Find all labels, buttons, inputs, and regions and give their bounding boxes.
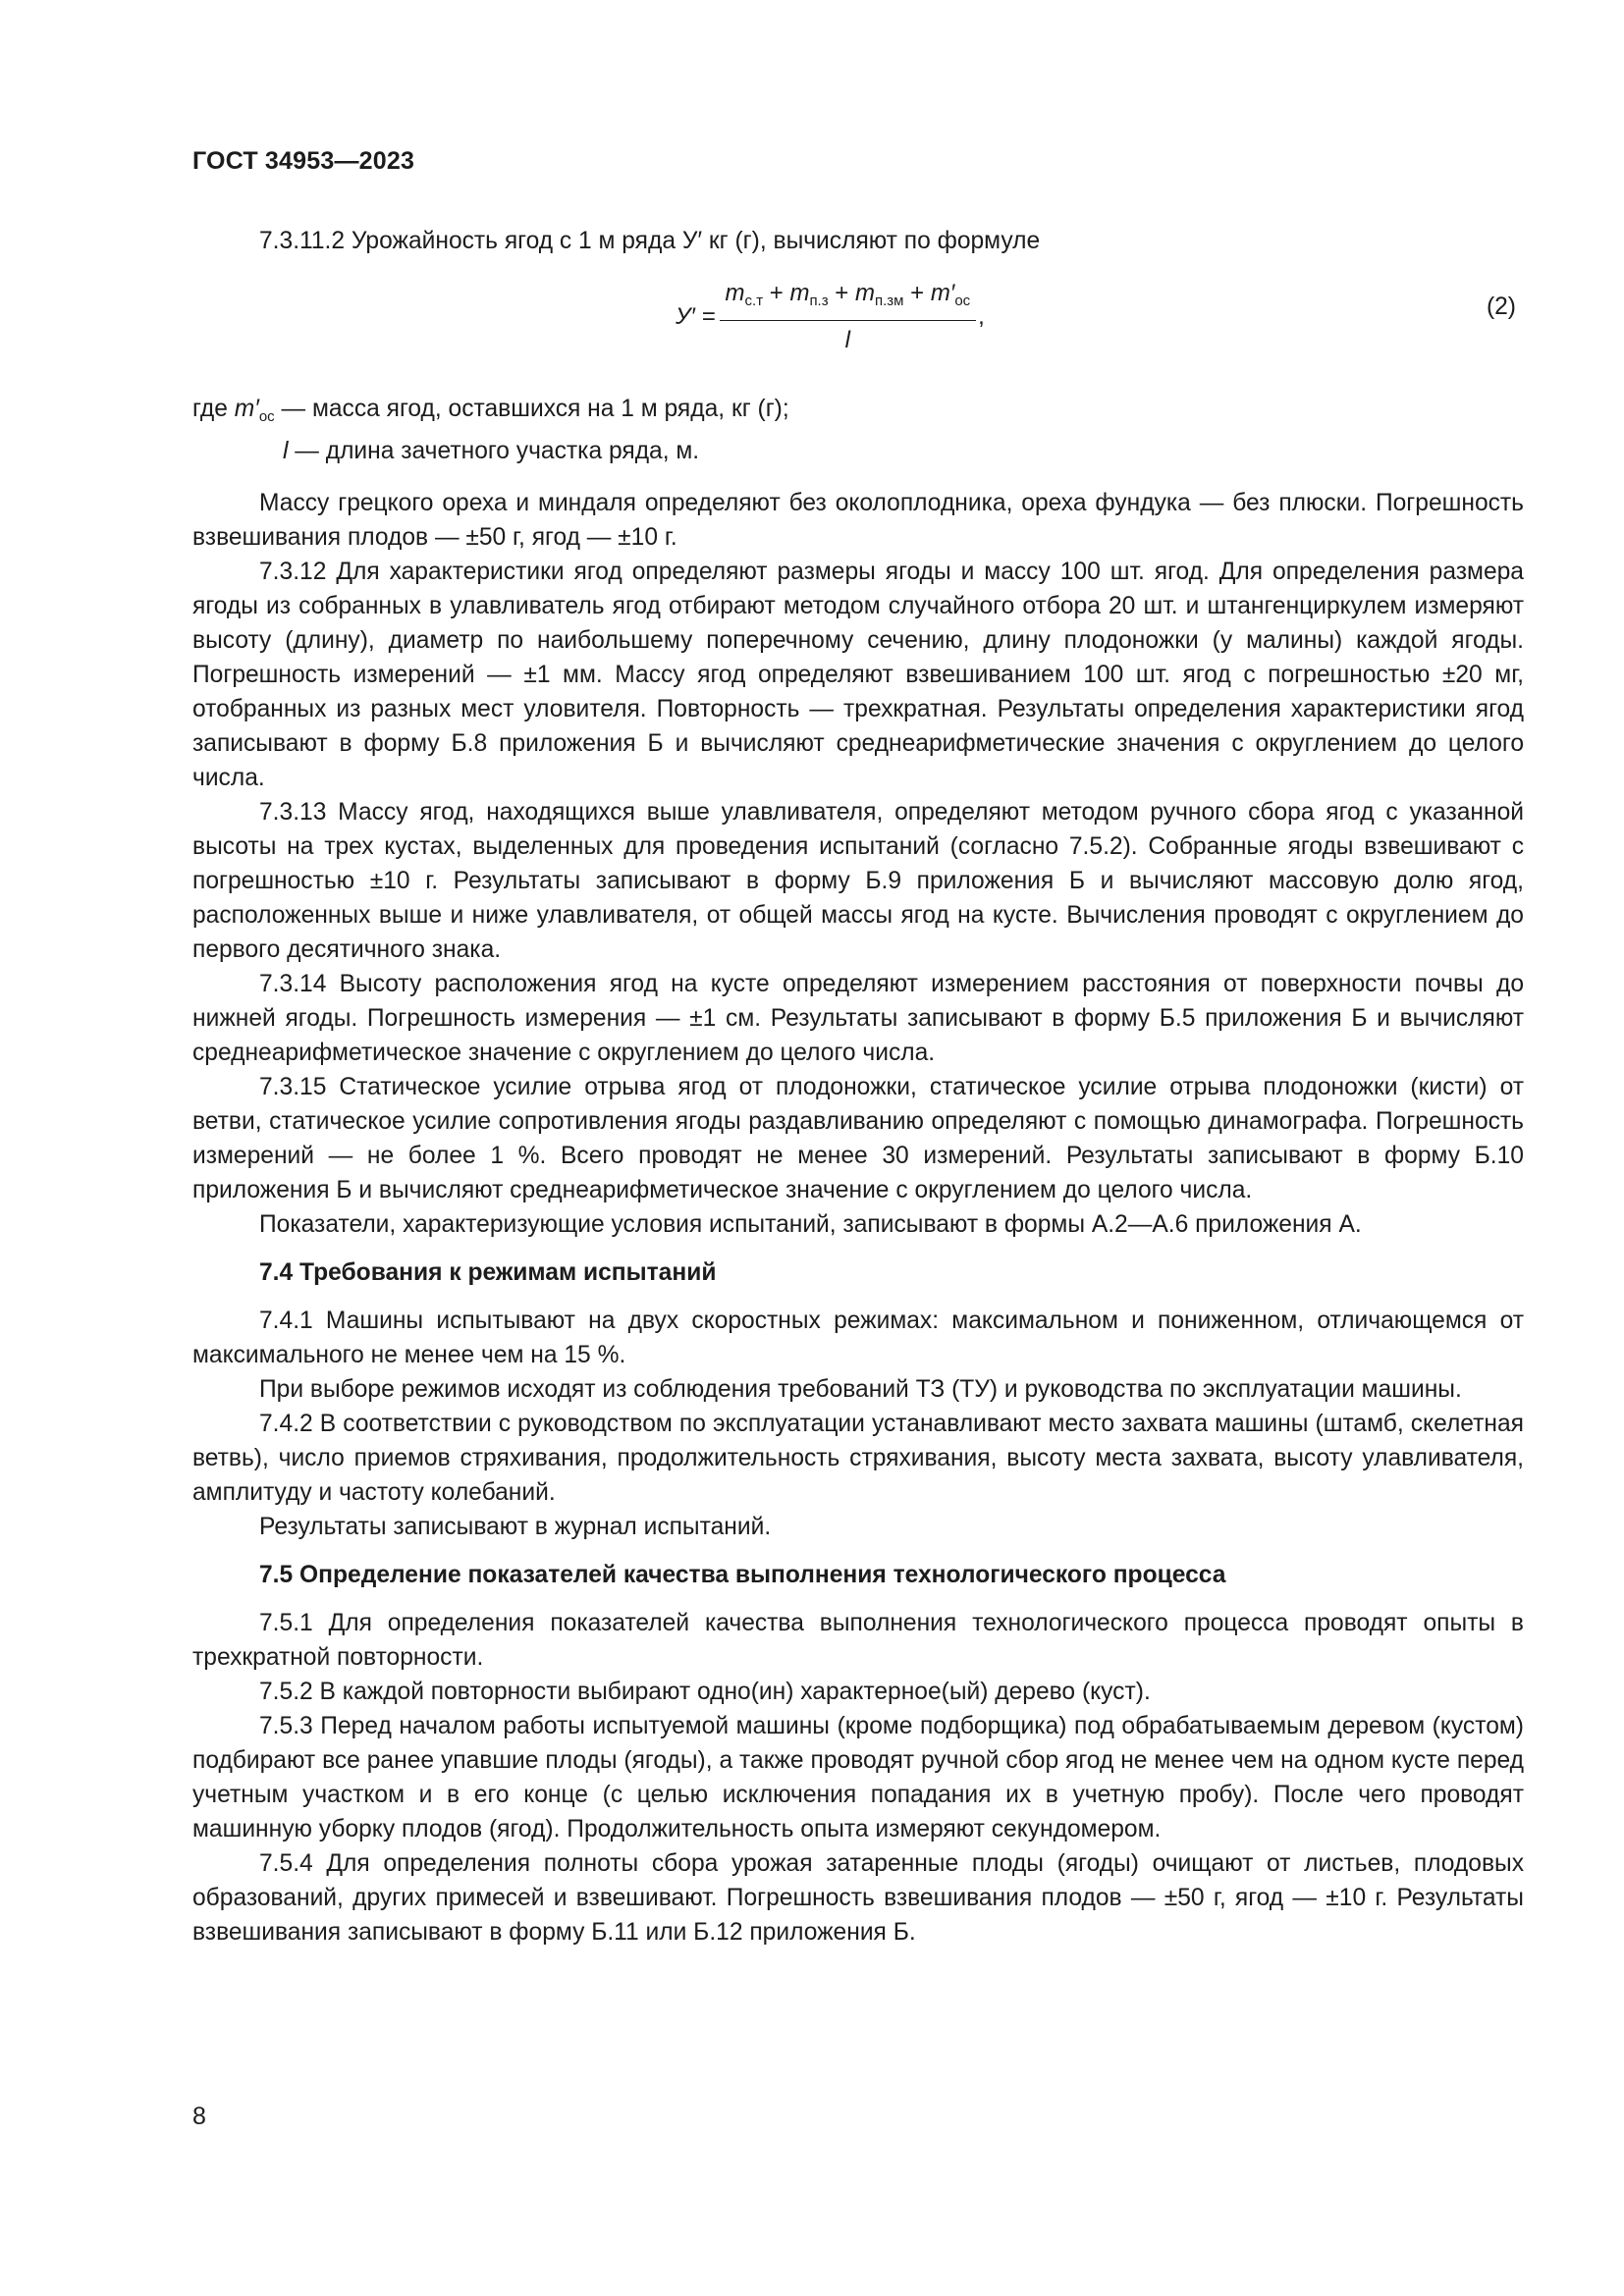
formula-denominator: l	[844, 327, 851, 353]
where-line-1: где $m'_{ос}$ — масса ягод, оставшихся на 1 м ряда, кг (г);	[192, 396, 789, 425]
formula-fraction	[720, 276, 977, 357]
formula-block	[192, 276, 1524, 392]
formula-lhs: У′ =	[676, 303, 716, 330]
paragraph-7-3-15: 7.3.15 Статическое усилие отрыва ягод от плодоножки, статическое усилие отрыва плодоножки (кисти) от ветви, статическое усилие сопротивления ягоды раздавливанию определяют с помощью динамографа. Погрешность измерений — не более 1 %. Всего проводят не менее 30 измерений. Результаты записывают в форму Б.10 приложения Б и вычисляют среднеарифметическое значение с округлением до целого числа.	[192, 1074, 1524, 1203]
paragraph: Показатели, характеризующие условия испытаний, записывают в формы А.2—А.6 приложения А.	[259, 1211, 1362, 1238]
paragraph-7-5-4: 7.5.4 Для определения полноты сбора урожая затаренные плоды (ягоды) очищают от листьев, плодовых образований, других примесей и взвешивают. Погрешность взвешивания плодов — ±50 г, ягод — ±10 г. Результаты взвешивания записывают в форму Б.11 или Б.12 приложения Б.	[192, 1850, 1524, 1946]
paragraph-7-3-12: 7.3.12 Для характеристики ягод определяют размеры ягоды и массу 100 шт. ягод. Для определения размера ягоды из собранных в улавливатель ягод отбирают методом случайного отбора 20 шт. и штангенциркулем измеряют высоту (длину), диаметр по наибольшему поперечному сечению, длину плодоножки (у малины) каждой ягоды. Погрешность измерений — ±1 мм. Массу ягод определяют взвешиванием 100 шт. ягод с погрешностью ±20 мг, отобранных из разных мест уловителя. Повторность — трехкратная. Результаты определения характеристики ягод записывают в форму Б.8 приложения Б и вычисляют среднеарифметические значения с округлением до целого числа.	[192, 559, 1524, 791]
paragraph-7-4-1: 7.4.1 Машины испытывают на двух скоростных режимах: максимальном и пониженном, отличающемся от максимального не менее чем на 15 %.	[192, 1308, 1524, 1368]
paragraph-7-4-2: 7.4.2 В соответствии с руководством по эксплуатации устанавливают место захвата машины (штамб, скелетная ветвь), число приемов стряхивания, продолжительность стряхивания, высоту места захвата, высоту улавливателя, амплитуду и частоту колебаний.	[192, 1411, 1524, 1506]
paragraph-7-3-14: 7.3.14 Высоту расположения ягод на кусте определяют измерением расстояния от поверхности почвы до нижней ягоды. Погрешность измерения — ±1 см. Результаты записывают в форму Б.5 приложения Б и вычисляют среднеарифметическое значение с округлением до целого числа.	[192, 971, 1524, 1066]
paragraph-7-5-3: 7.5.3 Перед началом работы испытуемой машины (кроме подборщика) под обрабатываемым деревом (кустом) подбирают все ранее упавшие плоды (ягоды), а также проводят ручной сбор ягод не менее чем на одном кусте перед учетным участком и в его конце (с целью исключения попадания их в учетную пробу). После чего проводят машинную уборку плодов (ягод). Продолжительность опыта измеряют секундомером.	[192, 1713, 1524, 1842]
page-body	[192, 224, 1524, 1949]
paragraph: Результаты записывают в журнал испытаний.	[259, 1514, 772, 1540]
where-line-2: l — длина зачетного участка ряда, м.	[283, 438, 700, 464]
paragraph: Массу грецкого ореха и миндаля определяют без околоплодника, ореха фундука — без плюски. Погрешность взвешивания плодов — ±50 г, ягод — ±10 г.	[192, 490, 1524, 551]
page-number: 8	[192, 2103, 206, 2130]
section-title-7-4: 7.4 Требования к режимам испытаний	[259, 1259, 717, 1286]
formula-intro: 7.3.11.2 Урожайность ягод с 1 м ряда У′ кг (г), вычисляют по формуле	[259, 228, 1041, 254]
paragraph-7-5-1: 7.5.1 Для определения показателей качества выполнения технологического процесса проводят опыты в трехкратной повторности.	[192, 1610, 1524, 1671]
equation-number: (2)	[1486, 294, 1516, 320]
formula-2: У′ = $\frac{m_{с.т} + m_{п.з} + m_{п.зм} + m'_{ос}}{l}$ ,	[676, 276, 985, 357]
document-header: ГОСТ 34953—2023	[192, 147, 415, 175]
section-title-7-5: 7.5 Определение показателей качества выполнения технологического процесса	[259, 1562, 1226, 1588]
paragraph-7-5-2: 7.5.2 В каждой повторности выбирают одно(ин) характерное(ый) дерево (куст).	[259, 1679, 1151, 1705]
paragraph: При выборе режимов исходят из соблюдения требований ТЗ (ТУ) и руководства по эксплуатации машины.	[259, 1376, 1462, 1403]
paragraph-7-3-13: 7.3.13 Массу ягод, находящихся выше улавливателя, определяют методом ручного сбора ягод с указанной высоты на трех кустах, выделенных для проведения испытаний (согласно 7.5.2). Собранные ягоды взвешивают с погрешностью ±10 г. Результаты записывают в форму Б.9 приложения Б и вычисляют массовую долю ягод, расположенных выше и ниже улавливателя, от общей массы ягод на кусте. Вычисления проводят с округлением до первого десятичного знака.	[192, 799, 1524, 963]
formula-numerator: $m_{с.т} + m_{п.з} + m_{п.зм} + m'_{ос}$	[725, 280, 971, 309]
